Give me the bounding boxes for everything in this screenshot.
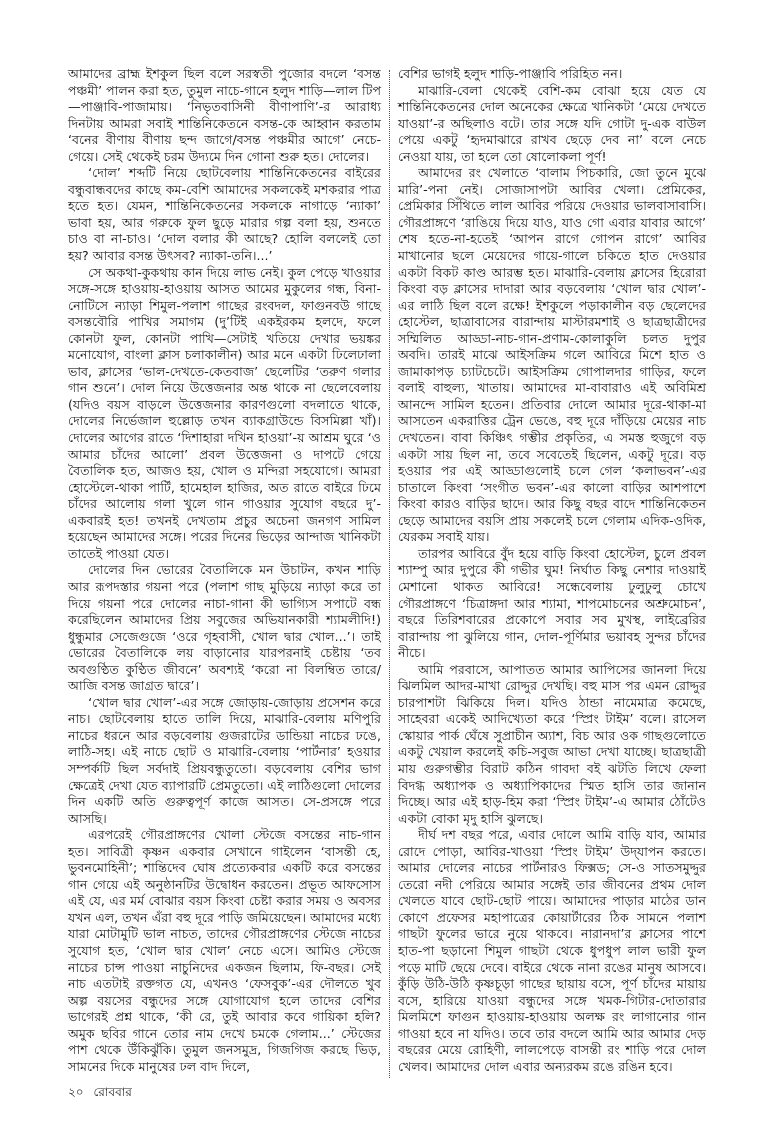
paragraph: আমাদের ব্রাহ্ম ইশকুল ছিল বলে সরস্বতী পুজোর বদলে ‘বসন্ত পঞ্চমী’ পালন করা হত, তুমুল নাচে-গানে হলুদ শাড়ি—লাল টিপ—পাঞ্জাবি-পাজামায়। ‘নিভৃতবাসিনী বীণাপাণি’-র আরাধ্য দিনটায় আমরা সবাই শান্তিনিকেতনে বসন্ত-কে আহ্বান করতাম ‘বনের বীণায় বীণায় ছন্দ জাগে/বসন্ত পঞ্চমীর আগে’ নেচে-গেয়ে। সেই থেকেই চরম উদ্যমে দিন গোনা শুরু হত। দোলের। — [68, 66, 381, 164]
page-number: ২০ — [68, 1085, 84, 1099]
paragraph: এরপরেই গৌরপ্রাঙ্গণের খোলা স্টেজে বসন্তের নাচ-গান হত। সাবিত্রী কৃষ্ণন একবার সেখানে গাইলেন ‘বাসন্তী হে, ভুবনমোহিনী’; শান্তিদেব ঘোষ প্রত্যেকবার একটি করে বসন্তের গান গেয়ে এই অনুষ্ঠানটির উদ্বোধন করতেন। প্রভূত আফসোস এই যে, এর মর্ম বোঝার বয়স কিংবা চেষ্টা করার সময় ও অবসর যখন এল, তখন এঁরা বহু দূরে পাড়ি জমিয়েছেন। আমাদের মধ্যে যারা মোটামুটি ভাল নাচত, তাদের গৌরপ্রাঙ্গণের স্টেজে নাচের সুযোগ হত, ‘খোল দ্বার খোল’ নেচে এসে। আমিও স্টেজে নাচের চান্স পাওয়া নাচুনিদের একজন ছিলাম, ফি-বছর। সেই নাচ এতটাই রক্তগত যে, এখনও ‘ফেসবুক’-এর দৌলতে খুব অল্প বয়সের বন্ধুদের সঙ্গে যোগাযোগ হলে তাদের বেশির ভাগেরই প্রশ্ন থাকে, ‘কী রে, তুই আবার কবে গায়িকা হলি? অমুক ছবির গানে তোর নাম দেখে চমকে গেলাম...’ স্টেজের পাশ থেকে উঁকিঝুঁকি। তুমুল জনসমুদ্র, গিজগিজ করছে ভিড়, সামনের দিকে মানুষের ঢল বাদ দিলে, — [68, 827, 381, 1074]
page-footer — [68, 1084, 132, 1104]
paragraph: ‘খোল দ্বার খোল’-এর সঙ্গে জোড়ায়-জোড়ায় প্রসেশন করে নাচ। ছোটবেলায় হাতে তালি দিয়ে, মাঝারি-বেলায় মণিপুরি নাচের ধরনে আর বড়বেলায় গুজরাটের ডান্ডিয়া নাচের ঢঙে, লাঠি-সহ। এই নাচে ছোট ও মাঝারি-বেলায় ‘পার্টনার’ হওয়ার সম্পর্কটি ছিল সর্বদাই প্রিয়বন্ধুতুতো। বড়বেলায় বেশির ভাগ ক্ষেত্রেই দেখা যেত ব্যাপারটি প্রেমতুতো। এই লাঠিগুলো দোলের দিন একটি অতি গুরুত্বপূর্ণ কাজে আসত। সে-প্রসঙ্গে পরে আসছি। — [68, 694, 381, 826]
article-left-column — [68, 66, 381, 1075]
publication-name: রোববার — [93, 1085, 132, 1099]
column-divider — [389, 70, 390, 1078]
paragraph: তারপর আবিরে বুঁদ হয়ে বাড়ি কিংবা হোস্টেল, চুলে প্রবল শ্যাম্পু আর দুপুরে কী গভীর ঘুম! নির্ঘাত কিছু নেশার দাওয়াই মেশানো থাকত আবিরে! সন্ধেবেলায় ঢুলুঢুলু চোখে গৌরপ্রাঙ্গণে ‘চিত্রাঙ্গদা আর শ্যামা, শাপমোচনের অশ্রুমোচন’, বছরে তিরিশবারের প্রকোপে সবার সব মুখস্থ, লাইব্রেরির বারান্দায় পা ঝুলিয়ে গান, দোল-পূর্ণিমার ভয়াবহ সুন্দর চাঁদের নীচে। — [398, 545, 706, 661]
paragraph: আমাদের রং খেলাতে ‘বালাম পিচকারি, জো তুনে মুঝে মারি’-পনা নেই। সোজাসাপটা আবির খেলা। প্রেমিকের, প্রেমিকার সিঁথিতে লাল আবির পরিয়ে দেওয়ার ভালবাসাবাসি। গৌরপ্রাঙ্গণে ‘রাঙিয়ে দিয়ে যাও, যাও গো এবার যাবার আগে’ শেষ হতে-না-হতেই ‘আপন রাগে গোপন রাগে’ আবির মাখানোর ছলে মেয়েদের গায়ে-গালে চকিতে হাত দেওয়ার একটা বিকট কাণ্ড আরম্ভ হত। মাঝারি-বেলায় ক্লাসের হিরোরা কিংবা বড় ক্লাসের দাদারা আর বড়বেলায় ‘খোল দ্বার খোল’-এর লাঠি ছিল বলে রক্ষে! ইশকুলে পড়াকালীন বড় ছেলেদের হোস্টেল, ছাত্রাবাসের বারান্দায় মাস্টারমশাই ও ছাত্রছাত্রীদের সম্মিলিত আড্ডা-নাচ-গান-প্রণাম-কোলাকুলি চলত দুপুর অবদি। তারই মাঝে আইসক্রিম গলে আবিরে মিশে হাত ও জামাকাপড় চ্যাটচেটে। আইসক্রিম গোপালদার গাড়ির, ফলে বলাই বাহুল্য, খাতায়। আমাদের মা-বাবারাও এই অবিমিশ্র আনন্দে সামিল হতেন। প্রতিবার দোলে আমার দূরে-থাকা-মা আসতেন একরাত্তির ট্রেন ভেঙে, বহু দূরে দাঁড়িয়ে মেয়ের নাচ দেখতেন। বাবা কিঞ্চিৎ গম্ভীর প্রকৃতির, এ সমস্ত হুজুগে বড় একটা সায় ছিল না, তবে সবেতেই ছিলেন, একটু দূরে। বড় হওয়ার পর এই আড্ডাগুলোই চলে গেল ‘কলাভবন’-এর চাতালে কিংবা ‘সংগীত ভবন’-এর কালো বাড়ির আশপাশে কিংবা কারও বাড়ির ছাদে। আর কিছু বছর বাদে শান্তিনিকেতন ছেড়ে আমাদের বয়সি প্রায় সকলেই চলে গেলাম এদিক-ওদিক, যেরকম সবাই যায়। — [398, 165, 706, 545]
paragraph: ‘দোল’ শব্দটি নিয়ে ছোটবেলায় শান্তিনিকেতনের বাইরের বন্ধুবান্ধবদের কাছে কম-বেশি আমাদের সকলকেই মশকরার পাত্র হতে হত। যেমন, শান্তিনিকেতনের সকলকে নাগাড়ে ‘ন্যাকা’ ভাবা হয়, আর গরুকে ফুল ছুড়ে মারার গল্প বলা হয়, শুনতে চাও বা না-চাও। ‘দোল বলার কী আছে? হোলি বললেই তো হয়? আবার বসন্ত উৎসব? ন্যাকা-তনি।...’ — [68, 165, 381, 264]
paragraph: মাঝারি-বেলা থেকেই বেশি-কম বোঝা হয়ে যেত যে শান্তিনিকেতনের দোল অনেকের ক্ষেত্রে খানিকটা ‘মেয়ে দেখতে যাওয়া’-র অছিলাও বটে। তার সঙ্গে যদি গোটা দু-এক বাউল পেয়ে একটু ‘হৃদমাঝারে রাখব ছেড়ে দেব না’ বলে নেচে নেওয়া যায়, তা হলে তো ষোলোকলা পূর্ণ! — [398, 82, 706, 164]
article-right-column — [398, 66, 706, 1075]
paragraph: দোলের দিন ভোরের বৈতালিকে মন উচাটন, কখন শাড়ি আর রূপদস্তার গয়না পরে (পলাশ গাছ মুড়িয়ে ন্যাড়া করে তা দিয়ে গয়না পরে দোলের নাচা-গানা কী ভাগ্যিস সপাটে বন্ধ করেছিলেন আমাদের প্রিয় সবুজের অভিযানকারী শ্যামলীদি!) ধুন্ধুমার সেজেগুজে ‘ওরে গৃহবাসী, খোল দ্বার খোল...’। তাই ভোরের বৈতালিকে লয় বাড়ানোর যারপরনাই চেষ্টায় ‘তব অবগুণ্ঠিত কুণ্ঠিত জীবনে’ অবশ্যই ‘করো না বিলম্বিত তারে/আজি বসন্ত জাগ্রত দ্বারে’। — [68, 562, 381, 694]
paragraph: বেশির ভাগই হলুদ শাড়ি-পাঞ্জাবি পরিহিত নন। — [398, 66, 623, 81]
paragraph: আমি পরবাসে, আপাতত আমার আপিসের জানলা দিয়ে ঝিলমিল আদর-মাখা রোদ্দুর দেখছি। বহু মাস পর এমন রোদ্দুর চারপাশটা ঝিকিয়ে দিল। যদিও ঠান্ডা নামেমাত্র কমেছে, সাহেবরা একেই আদিখ্যেতা করে ‘স্প্রিং টাইম’ বলে। রাসেল স্কোয়ার পার্ক ঘেঁষে সুপ্রাচীন অ্যাশ, বিচ আর ওক গাছগুলোতে একটু খেয়াল করলেই কচি-সবুজ আভা দেখা যাচ্ছে। ছাত্রছাত্রী মায় গুরুগম্ভীর বিরাট কঠিন গাবদা বই ঝটতি লিখে ফেলা বিদগ্ধ অধ্যাপক ও অধ্যাপিকাদের স্মিত হাসি তার জানান দিচ্ছে। আর এই হাড়-হিম করা ‘স্প্রিং টাইম’-এ আমার ঠোঁটেও একটা বোকা মৃদু হাসি ঝুলছে। — [398, 661, 706, 826]
paragraph: দীর্ঘ দশ বছর পরে, এবার দোলে আমি বাড়ি যাব, আমার রোদে পোড়া, আবির-খাওয়া ‘স্প্রিং টাইম’ উদ্‌যাপন করতে। আমার দোলের নাচের পার্টনারও ফিক্সড; সে-ও সাতসমুদ্দুর তেরো নদী পেরিয়ে আমার সঙ্গেই তার জীবনের প্রথম দোল খেলতে যাবে ছোট-ছোট পায়ে। আমাদের পাড়ার মাঠের ডান কোণে প্রফেসর মহাপাত্রের কোয়ার্টারের ঠিক সামনে পলাশ গাছটা ফুলের ভারে নুয়ে থাকবে। নারানদা’র ক্লাসের পাশে হাত-পা ছড়ানো শিমুল গাছটা থেকে ধুপধুপ লাল ভারী ফুল পড়ে মাটি ছেয়ে দেবে। বাইরে থেকে নানা রঙের মানুষ আসবে। কুঁড়ি উঠি-উঠি কৃষ্ণচূড়া গাছের ছায়ায় বসে, পূর্ণ চাঁদের মায়ায় বসে, হারিয়ে যাওয়া বন্ধুদের সঙ্গে খমক-গিটার-দোতারার মিলমিশে ফাগুন হাওয়ায়-হাওয়ায় অলক্ষ রং লাগানোর গান গাওয়া হবে না যদিও। তবে তার বদলে আমি আর আমার দেড় বছরের মেয়ে রোহিণী, লালপেড়ে বাসন্তী রং শাড়ি পরে দোল খেলব। আমাদের দোল এবার অন্যরকম রঙে রঙিন হবে। — [398, 827, 706, 1074]
paragraph: সে অকথা-কুকথায় কান দিয়ে লাভ নেই। কুল পেড়ে খাওয়ার সঙ্গে-সঙ্গে হাওয়ায়-হাওয়ায় আসত আমের মুকুলের গন্ধ, বিনা-নোটিসে ন্যাড়া শিমুল-পলাশ গাছের রংবদল, ফাগুনবউ গাছে বসন্তবৌরি পাখির সমাগম (দু’টিই একইরকম হলদে, ফলে কোনটা ফুল, কোনটা পাখি—সেটাই খতিয়ে দেখার ভয়ঙ্কর মনোযোগ, বাংলা ক্লাস চলাকালীন) আর মনে একটা ঢিলেঢালা ভাব, ক্লাসের ‘ভাল-দেখতে-কেতবাজ’ ছেলেটির ‘তরুণ গলার গান শুনে’। দোল নিয়ে উত্তেজনার অন্ত থাকে না ছেলেবেলায় (যদিও বয়স বাড়লে উত্তেজনার কারণগুলো বদলাতে থাকে, দোলের নির্ভেজাল হুল্লোড় তখন ব্যাকগ্রাউন্ডে বিসমিল্লা খাঁ)। দোলের আগের রাতে ‘দিশাহারা দখিন হাওয়া’-য় আশ্রম ঘুরে ‘ও আমার চাঁদের আলো’ প্রবল উত্তেজনা ও দাপটে গেয়ে বৈতালিক হত, আজও হয়, খোল ও মন্দিরা সহযোগে। আমরা হোস্টেলে-থাকা পার্টি, হামেহাল হাজির, অত রাতে বাইরে ঢিমে চাঁদের আলোয় গলা খুলে গান গাওয়ার সুযোগ বছরে দু’-একবারই হত! তখনই দেখতাম প্রচুর অচেনা জনগণ সামিল হয়েছেন আমাদের সঙ্গে। পরের দিনের ভিড়ের আন্দাজ খানিকটা তাতেই পাওয়া যেত। — [68, 264, 381, 561]
